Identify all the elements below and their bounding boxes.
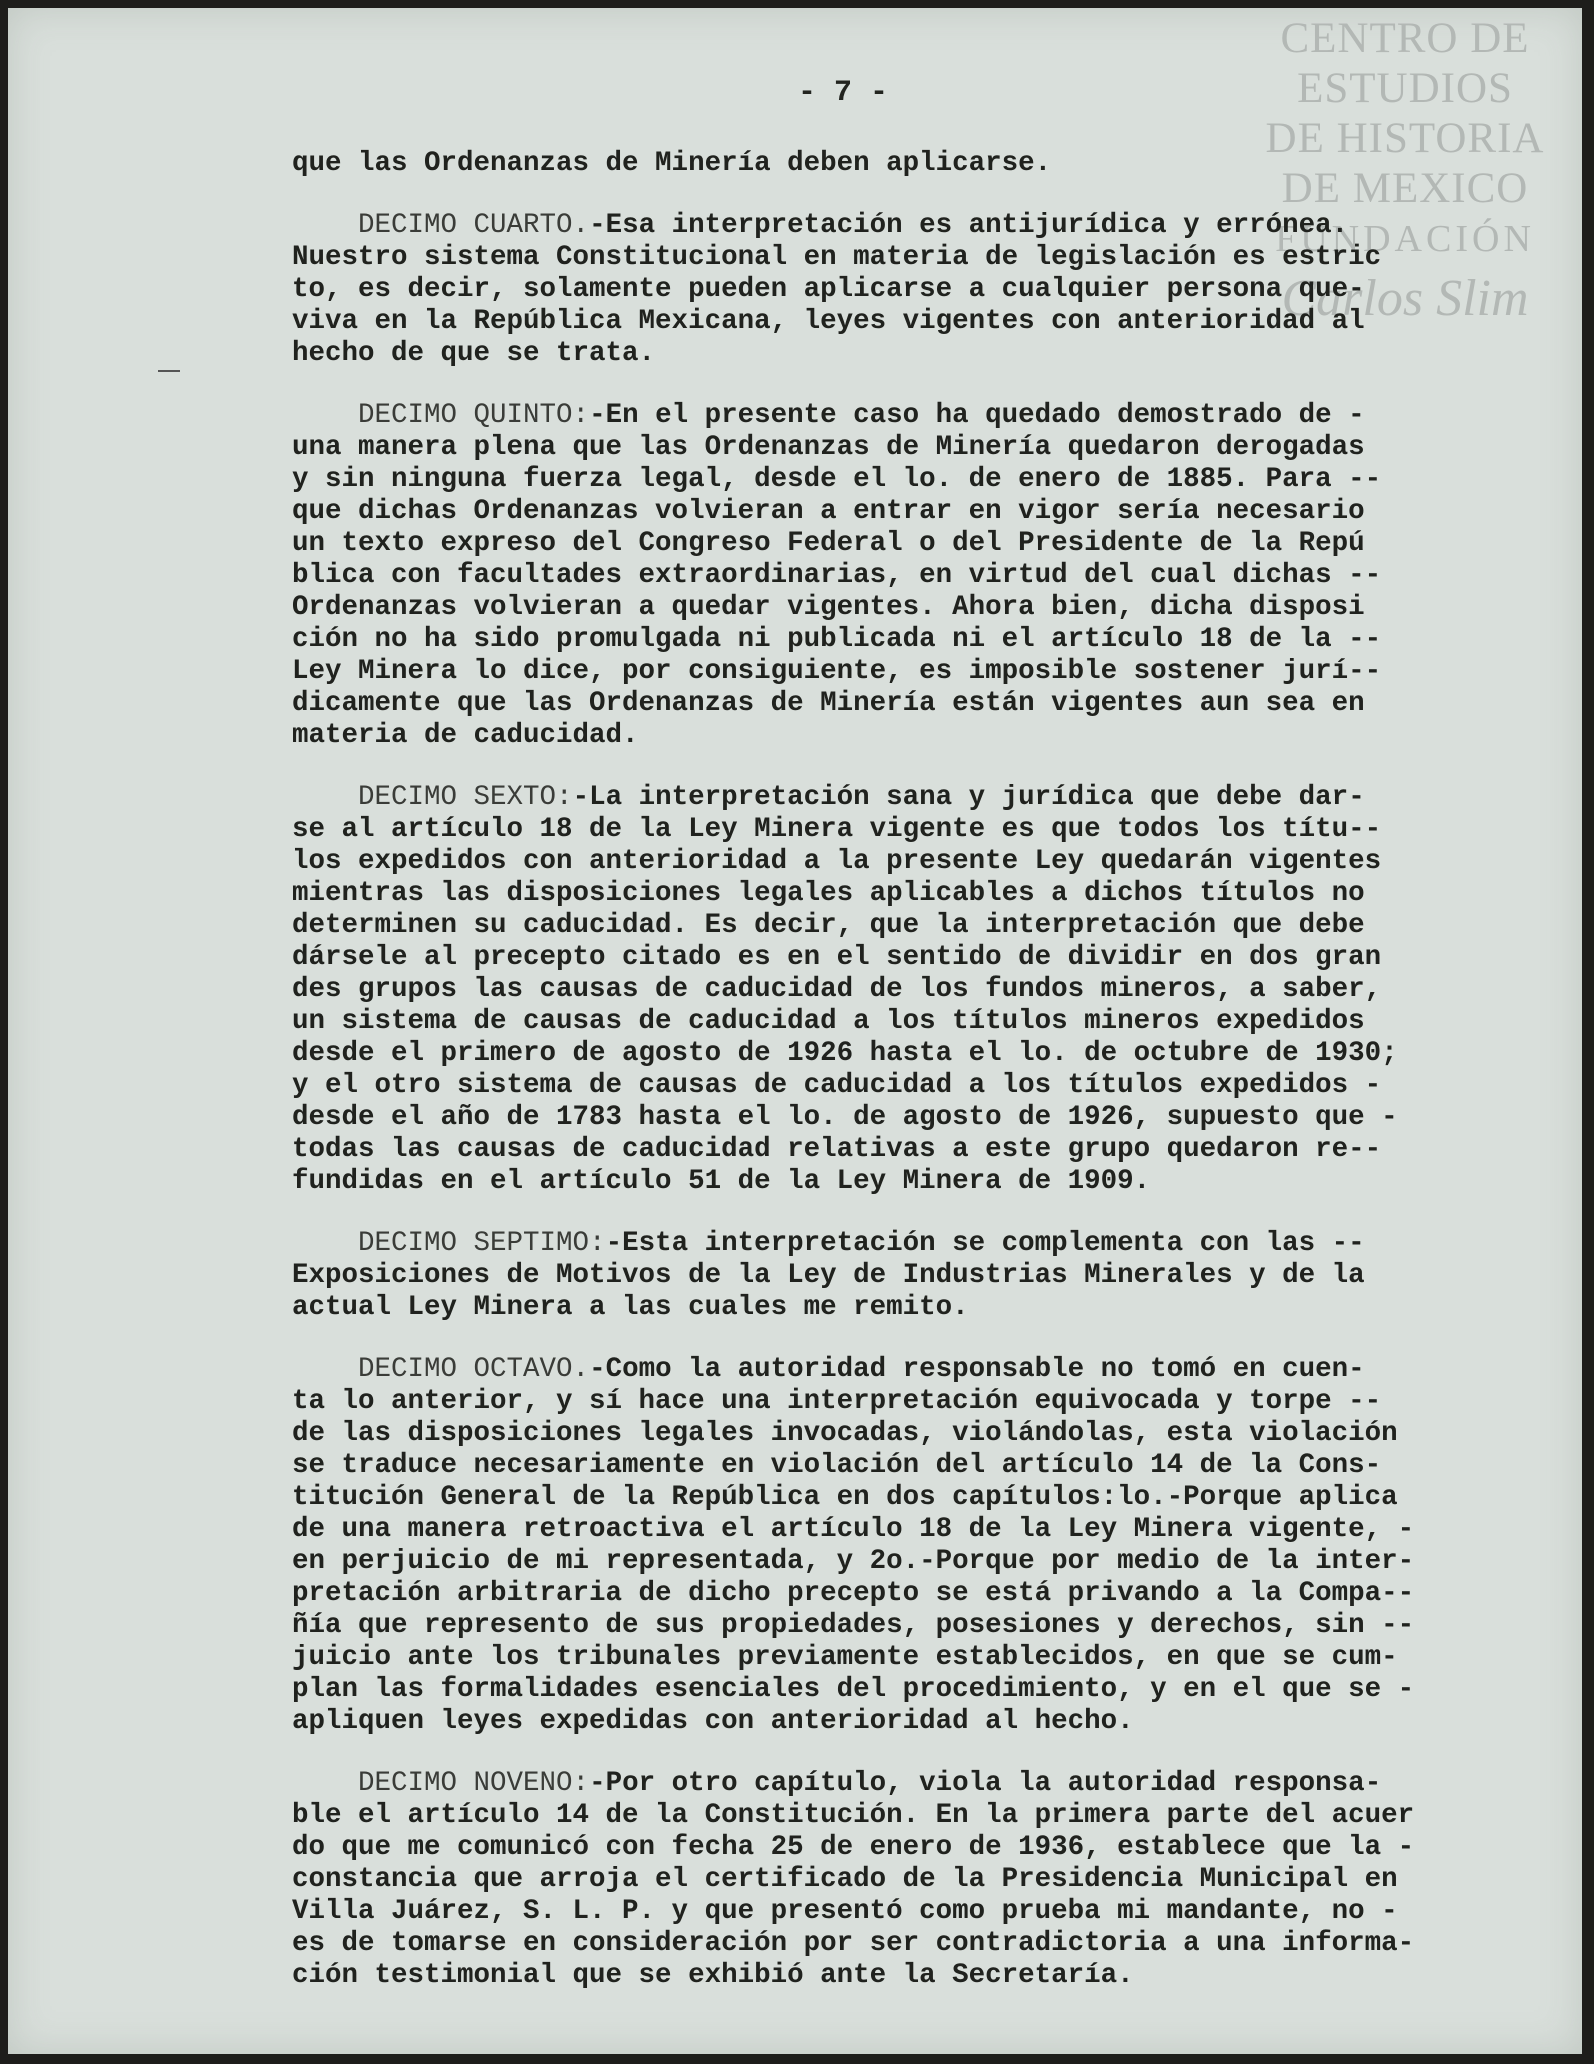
paragraph-line <box>292 1354 1542 1386</box>
paragraph-line <box>292 1070 1542 1102</box>
paragraph-line <box>292 1768 1542 1800</box>
paragraph <box>292 1768 1542 1992</box>
paragraph-line <box>292 1038 1542 1070</box>
indent <box>292 1354 358 1385</box>
section-heading: DECIMO SEPTIMO: <box>358 1228 606 1259</box>
paragraph-line <box>292 274 1542 306</box>
paragraph-line <box>292 464 1542 496</box>
paragraph-line <box>292 1706 1542 1738</box>
line-text: ta lo anterior, y sí hace una interpretación equivocada y torpe -- <box>292 1386 1382 1417</box>
paragraph-line <box>292 1482 1542 1514</box>
section-heading: DECIMO SEXTO: <box>358 782 573 813</box>
line-text: juicio ante los tribunales previamente establecidos, en que se cum- <box>292 1642 1398 1673</box>
line-text: de una manera retroactiva el artículo 18 de la Ley Minera vigente, - <box>292 1514 1415 1545</box>
paragraph <box>292 400 1542 752</box>
line-text: Ordenanzas volvieran a quedar vigentes. Ahora bien, dicha disposi <box>292 592 1365 623</box>
watermark-line-2: ESTUDIOS <box>1297 65 1513 112</box>
line-text: -En el presente caso ha quedado demostrado de - <box>589 400 1365 431</box>
paragraph-line <box>292 338 1542 370</box>
paragraph-line <box>292 148 1542 180</box>
watermark-line-4: DE MEXICO <box>1281 165 1529 212</box>
line-text: fundidas en el artículo 51 de la Ley Minera de 1909. <box>292 1166 1151 1197</box>
line-text: Exposiciones de Motivos de la Ley de Industrias Minerales y de la <box>292 1260 1365 1291</box>
paragraph-line <box>292 688 1542 720</box>
line-text: todas las causas de caducidad relativas a este grupo quedaron re-- <box>292 1134 1382 1165</box>
line-text: de las disposiciones legales invocadas, violándolas, esta violación <box>292 1418 1398 1449</box>
line-text: en perjuicio de mi representada, y 2o.-Porque por medio de la inter- <box>292 1546 1415 1577</box>
line-text: desde el primero de agosto de 1926 hasta el lo. de octubre de 1930; <box>292 1038 1398 1069</box>
line-text: ción testimonial que se exhibió ante la Secretaría. <box>292 1960 1134 1991</box>
watermark-line-5: FUNDACIÓN <box>1275 218 1535 260</box>
line-text: los expedidos con anterioridad a la presente Ley quedarán vigentes <box>292 846 1382 877</box>
line-text: apliquen leyes expedidas con anterioridad al hecho. <box>292 1706 1134 1737</box>
line-text: y el otro sistema de causas de caducidad a los títulos expedidos - <box>292 1070 1382 1101</box>
paragraph-line <box>292 1228 1542 1260</box>
line-text: un sistema de causas de caducidad a los títulos mineros expedidos <box>292 1006 1365 1037</box>
paragraph-line <box>292 1292 1542 1324</box>
paragraph-line <box>292 1896 1542 1928</box>
document-body <box>292 148 1542 2022</box>
line-text: pretación arbitraria de dicho precepto se está privando a la Compa-- <box>292 1578 1415 1609</box>
line-text: se traduce necesariamente en violación del artículo 14 de la Cons- <box>292 1450 1382 1481</box>
paragraph-line <box>292 910 1542 942</box>
paragraph-line <box>292 1960 1542 1992</box>
line-text: constancia que arroja el certificado de la Presidencia Municipal en <box>292 1864 1398 1895</box>
line-text: ñía que represento de sus propiedades, posesiones y derechos, sin -- <box>292 1610 1415 1641</box>
line-text: do que me comunicó con fecha 25 de enero de 1936, establece que la - <box>292 1832 1415 1863</box>
paragraph-line <box>292 592 1542 624</box>
indent <box>292 1228 358 1259</box>
paragraph-line <box>292 720 1542 752</box>
paragraph-line <box>292 1800 1542 1832</box>
paragraph-line <box>292 1928 1542 1960</box>
paragraph-line <box>292 942 1542 974</box>
line-text: que las Ordenanzas de Minería deben aplicarse. <box>292 148 1052 179</box>
document-page <box>8 8 1582 2054</box>
watermark-signature: Carlos Slim <box>1281 270 1529 327</box>
line-text: ción no ha sido promulgada ni publicada ni el artículo 18 de la -- <box>292 624 1382 655</box>
line-text: desde el año de 1783 hasta el lo. de agosto de 1926, supuesto que - <box>292 1102 1398 1133</box>
paragraph-line <box>292 496 1542 528</box>
line-text: es de tomarse en consideración por ser contradictoria a una informa- <box>292 1928 1415 1959</box>
line-text: -Por otro capítulo, viola la autoridad responsa- <box>589 1768 1382 1799</box>
paragraph-line <box>292 878 1542 910</box>
line-text: -Como la autoridad responsable no tomó en cuen- <box>589 1354 1365 1385</box>
line-text: ble el artículo 14 de la Constitución. En la primera parte del acuer <box>292 1800 1415 1831</box>
line-text: materia de caducidad. <box>292 720 639 751</box>
line-text: y sin ninguna fuerza legal, desde el lo. de enero de 1885. Para -- <box>292 464 1382 495</box>
section-heading: DECIMO CUARTO. <box>358 210 590 241</box>
line-text: un texto expreso del Congreso Federal o del Presidente de la Repú <box>292 528 1365 559</box>
line-text: titución General de la República en dos capítulos:lo.-Porque aplica <box>292 1482 1398 1513</box>
paragraph-line <box>292 432 1542 464</box>
paragraph-line <box>292 1832 1542 1864</box>
line-text: se al artículo 18 de la Ley Minera vigente es que todos los títu-- <box>292 814 1382 845</box>
paragraph-line <box>292 242 1542 274</box>
line-text: que dichas Ordenanzas volvieran a entrar en vigor sería necesario <box>292 496 1365 527</box>
paragraph-line <box>292 400 1542 432</box>
line-text: Villa Juárez, S. L. P. y que presentó como prueba mi mandante, no - <box>292 1896 1398 1927</box>
line-text: dicamente que las Ordenanzas de Minería están vigentes aun sea en <box>292 688 1365 719</box>
paragraph-line <box>292 1418 1542 1450</box>
paragraph <box>292 1354 1542 1738</box>
watermark-line-1: CENTRO DE <box>1280 15 1530 62</box>
paragraph-line <box>292 814 1542 846</box>
paragraph-line <box>292 1450 1542 1482</box>
line-text: Nuestro sistema Constitucional en materia de legislación es estric <box>292 242 1382 273</box>
line-text: viva en la República Mexicana, leyes vigentes con anterioridad al <box>292 306 1365 337</box>
margin-mark <box>158 370 180 372</box>
paragraph-line <box>292 1864 1542 1896</box>
line-text: blica con facultades extraordinarias, en virtud del cual dichas -- <box>292 560 1382 591</box>
section-heading: DECIMO QUINTO: <box>358 400 590 431</box>
section-heading: DECIMO NOVENO: <box>358 1768 590 1799</box>
line-text: plan las formalidades esenciales del procedimiento, y en el que se - <box>292 1674 1415 1705</box>
section-heading: DECIMO OCTAVO. <box>358 1354 590 1385</box>
paragraph-line <box>292 1260 1542 1292</box>
line-text: dársele al precepto citado es en el sentido de dividir en dos gran <box>292 942 1382 973</box>
paragraph <box>292 782 1542 1198</box>
line-text: Ley Minera lo dice, por consiguiente, es imposible sostener jurí-- <box>292 656 1382 687</box>
paragraph-line <box>292 210 1542 242</box>
indent <box>292 210 358 241</box>
paragraph-line <box>292 306 1542 338</box>
line-text: una manera plena que las Ordenanzas de Minería quedaron derogadas <box>292 432 1365 463</box>
paragraph-line <box>292 560 1542 592</box>
paragraph-line <box>292 1674 1542 1706</box>
paragraph <box>292 210 1542 370</box>
paragraph-line <box>292 1546 1542 1578</box>
paragraph-line <box>292 656 1542 688</box>
paragraph-line <box>292 846 1542 878</box>
line-text: actual Ley Minera a las cuales me remito. <box>292 1292 969 1323</box>
paragraph <box>292 148 1542 180</box>
watermark-line-3: DE HISTORIA <box>1265 115 1545 162</box>
indent <box>292 400 358 431</box>
paragraph-line <box>292 974 1542 1006</box>
paragraph-line <box>292 1102 1542 1134</box>
paragraph-line <box>292 1642 1542 1674</box>
paragraph-line <box>292 1006 1542 1038</box>
line-text: determinen su caducidad. Es decir, que la interpretación que debe <box>292 910 1365 941</box>
paragraph-line <box>292 624 1542 656</box>
paragraph <box>292 1228 1542 1324</box>
paragraph-line <box>292 1610 1542 1642</box>
paragraph-line <box>292 1166 1542 1198</box>
line-text: des grupos las causas de caducidad de los fundos mineros, a saber, <box>292 974 1382 1005</box>
paragraph-line <box>292 1386 1542 1418</box>
paragraph-line <box>292 1134 1542 1166</box>
page-number: - 7 - <box>798 76 889 110</box>
line-text: to, es decir, solamente pueden aplicarse a cualquier persona que- <box>292 274 1365 305</box>
paragraph-line <box>292 528 1542 560</box>
indent <box>292 1768 358 1799</box>
paragraph-line <box>292 782 1542 814</box>
indent <box>292 782 358 813</box>
line-text: -Esta interpretación se complementa con las -- <box>605 1228 1365 1259</box>
paragraph-line <box>292 1578 1542 1610</box>
paragraph-line <box>292 1514 1542 1546</box>
line-text: -Esa interpretación es antijurídica y errónea. <box>589 210 1349 241</box>
line-text: hecho de que se trata. <box>292 338 656 369</box>
line-text: mientras las disposiciones legales aplicables a dichos títulos no <box>292 878 1365 909</box>
line-text: -La interpretación sana y jurídica que debe dar- <box>572 782 1365 813</box>
